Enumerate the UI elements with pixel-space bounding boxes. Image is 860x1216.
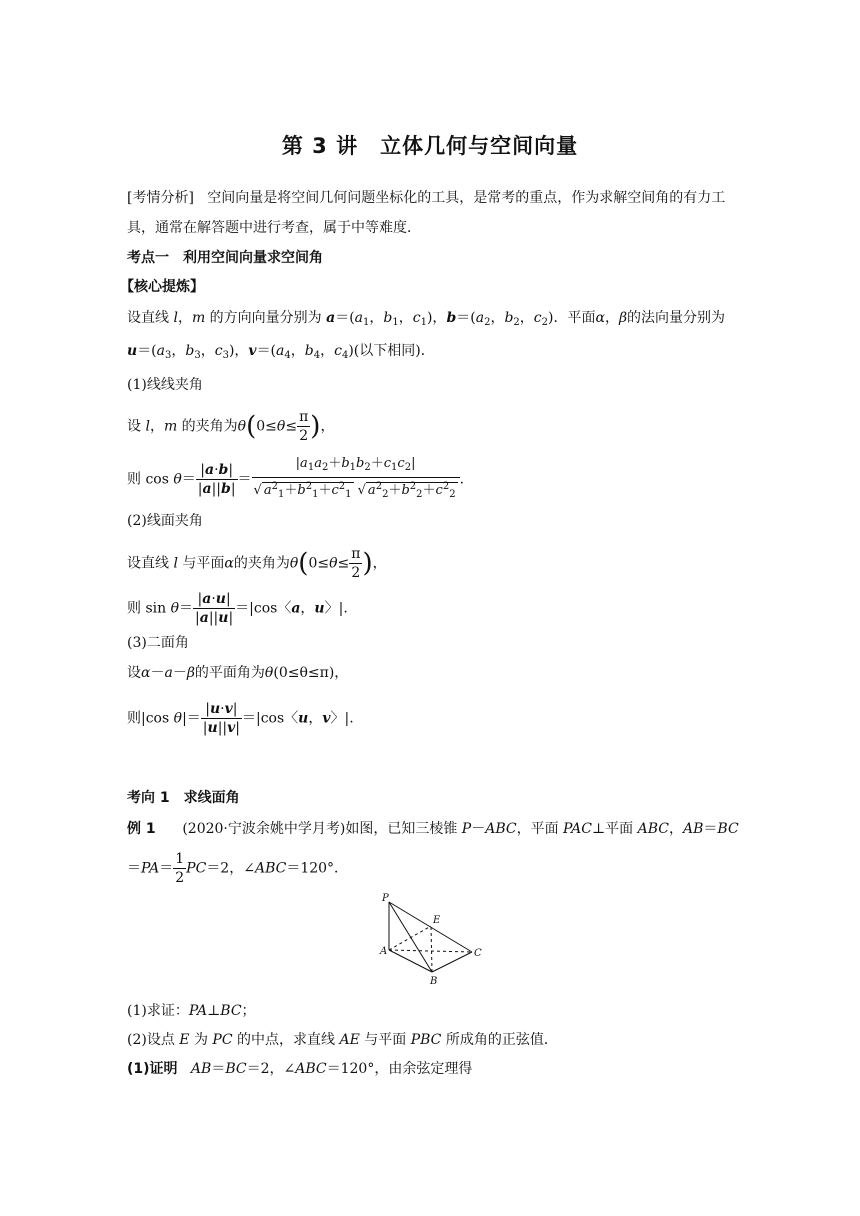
line-plane-sin-formula: 则 sin θ＝ $\frac{|a\cdot u|}{|a||u|}$ ＝|cos〈a，u〉|. [127,591,348,626]
edge-BC [432,952,472,972]
example-label: 例 1 [127,821,156,837]
setup-line-1: 设直线 l，m 的方向向量分别为 $a=(a_1$，$b_1$，$c_1$)，$b=(a_2$，$b_2$，$c_2$)．平面α，β的法向量分别为 [127,310,726,328]
segment-AE [389,926,431,950]
dihedral-angle-def: 设α－a－β的平面角为θ(0≤θ≤π)， [127,665,349,681]
example-1-line-1: 例 1 (2020·宁波余姚中学月考)如图，已知三棱锥 P－ABC，平面 PAC⊥平面 ABC，AB＝BC [127,821,739,837]
line-line-heading: (1)线线夹角 [127,377,203,393]
line-line-angle-def: 设 l，m 的夹角为θ(0≤θ≤ $\frac{\pi}{2}$ )， [127,409,335,444]
line-plane-angle-def: 设直线 l 与平面α的夹角为θ(0≤θ≤ $\frac{\pi}{2}$ )， [127,546,387,581]
exam-analysis-text: 空间向量是将空间几何问题坐标化的工具，是常考的重点，作为求解空间角的有力工具，通常在解答题中进行考查，属于中等难度． [127,190,726,236]
question-1: (1)求证：PA⊥BC； [127,1003,256,1019]
line-line-cos-formula: 则 cos θ＝ $\frac{|a\cdot b|}{|a||b|}$ ＝ $\frac{|a_1a_2+b_1b_2+c_1c_2|}{√ a^2_1+b^2_1+c^2_1 √ a^2_2+b^2_2+c^2_2}$ . [127,456,465,500]
dihedral-cos-formula: 则|cos θ|＝ $\frac{|u\cdot v|}{|u||v|}$ ＝|cos〈u，v〉|. [127,701,354,736]
section-point-1: 考点一 利用空间向量求空间角 [127,250,323,266]
page-title: 第 3 讲 立体几何与空间向量 [281,134,579,158]
segment-BE [431,926,432,972]
label-B: B [430,976,438,987]
label-E: E [433,915,441,926]
core-heading: 【核心提炼】 [120,279,204,295]
question-2: (2)设点 E 为 PC 的中点，求直线 AE 与平面 PBC 所成角的正弦值． [127,1032,558,1048]
direction-1: 考向 1 求线面角 [127,790,240,806]
triangular-pyramid-figure [375,890,490,990]
proof-start: (1)证明 AB＝BC＝2，∠ABC＝120°，由余弦定理得 [127,1061,473,1077]
proof-label: (1)证明 [127,1061,178,1077]
line-plane-heading: (2)线面夹角 [127,513,203,529]
label-C: C [474,948,482,959]
edge-PC [389,902,472,952]
label-P: P [382,893,389,904]
label-A: A [380,946,388,957]
edge-AC [389,950,472,952]
example-1-line-2: ＝PA＝ $\frac{1}{2}$ PC＝2，∠ABC＝120°． [127,851,349,886]
exam-analysis [127,183,737,243]
dihedral-heading: (3)二面角 [127,635,189,651]
exam-analysis-label: [考情分析] [127,190,194,206]
setup-line-2: $u=(a_3$，$b_3$，$c_3$)，$v=(a_4$，$b_4$，$c_4$)(以下相同)． [127,343,435,361]
